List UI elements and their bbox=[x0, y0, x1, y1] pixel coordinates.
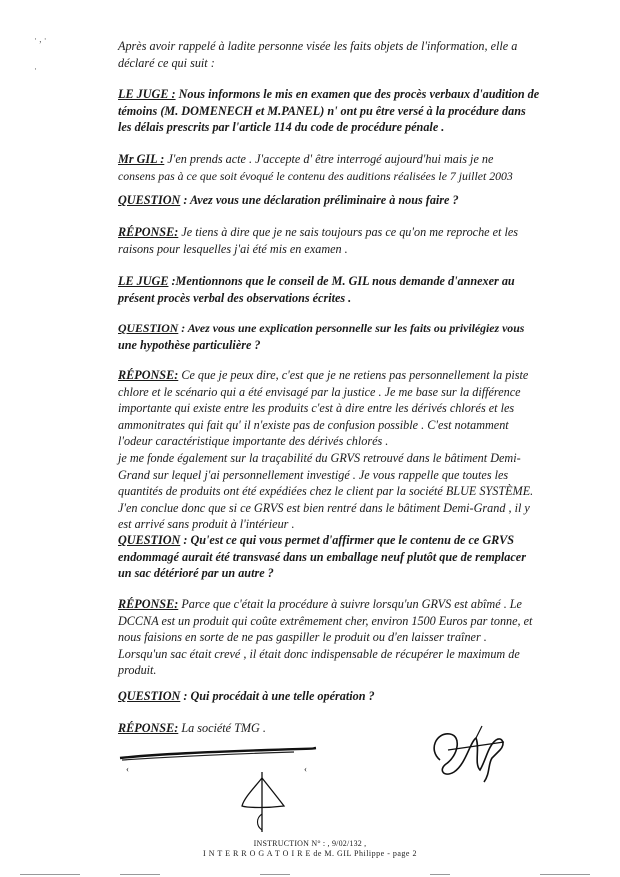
footer-instruction: INSTRUCTION N° : , 9/02/132 , bbox=[253, 839, 367, 848]
answer-2 bbox=[118, 367, 588, 533]
answer-text: importante qui existe entre les produits c'est à dire entre les dérivés chlorés et les bbox=[118, 401, 515, 416]
answer-3 bbox=[118, 596, 588, 679]
speaker-label: QUESTION bbox=[118, 193, 181, 207]
question-2 bbox=[118, 320, 588, 353]
answer-text: La société TMG . bbox=[178, 721, 266, 735]
answer-1 bbox=[118, 224, 588, 257]
question-text: : Qui procédait à une telle opération ? bbox=[180, 689, 375, 703]
statement-text: présent procès verbal des observations écrites . bbox=[118, 290, 352, 305]
answer-text: DCCNA est un produit qui coûte extrêmement cher, environ 1500 Euros par tonne, et bbox=[118, 613, 533, 628]
speaker-label: RÉPONSE: bbox=[118, 225, 179, 239]
statement-text: Nous informons le mis en examen que des procès verbaux d'audition de bbox=[175, 87, 540, 101]
question-4 bbox=[118, 688, 588, 705]
answer-text: nous faisions en sorte de ne pas gaspiller le produit ou d'en laisser traîner . bbox=[118, 630, 487, 645]
answer-text: Parce que c'était la procédure à suivre lorsqu'un GRVS est abîmé . Le bbox=[178, 597, 522, 611]
answer-text: Ce que je peux dire, c'est que je ne retiens pas personnellement la piste bbox=[178, 368, 529, 382]
question-1 bbox=[118, 192, 588, 209]
question-text: : Avez vous une explication personnelle sur les faits ou privilégiez vous bbox=[178, 321, 525, 335]
question-text: un sac détérioré par un autre ? bbox=[118, 566, 274, 581]
speaker-label: LE JUGE bbox=[118, 274, 169, 288]
speaker-label: Mr GIL : bbox=[118, 152, 165, 166]
statement-text: :Mentionnons que le conseil de M. GIL nous demande d'annexer au bbox=[168, 274, 515, 288]
intro-line: Après avoir rappelé à ladite personne visée les faits objets de l'information, elle a bbox=[118, 39, 518, 53]
intro-paragraph bbox=[118, 38, 588, 71]
speaker-label: QUESTION bbox=[118, 321, 179, 335]
answer-text: chlore et le scénario qui a été envisagé par la justice . Je me base sur la différence bbox=[118, 384, 521, 399]
statement-text: les délais prescrits par l'article 114 du code de procédure pénale . bbox=[118, 120, 445, 135]
intro-line: déclaré ce qui suit : bbox=[118, 55, 215, 70]
judge-statement-1 bbox=[118, 86, 588, 136]
question-text: une hypothèse particulière ? bbox=[118, 337, 261, 352]
answer-text: Grand sur lequel j'ai personnellement investigé . Je vous rappelle que toutes les bbox=[118, 467, 509, 482]
scan-artifact bbox=[120, 874, 160, 875]
speaker-label: RÉPONSE: bbox=[118, 368, 179, 382]
question-text: : Avez vous une déclaration préliminaire à nous faire ? bbox=[180, 193, 459, 207]
scan-artifact bbox=[20, 874, 80, 875]
signature-accused bbox=[228, 768, 298, 838]
scan-artifact bbox=[540, 874, 590, 875]
speaker-label: RÉPONSE: bbox=[118, 721, 179, 735]
answer-text: produit. bbox=[118, 663, 157, 678]
answer-text: est arrivé sans produit à l'intérieur . bbox=[118, 517, 295, 532]
footer-interrogatoire: I N T E R R O G A T O I R E de M. GIL Philippe - page 2 bbox=[203, 849, 417, 858]
speaker-label: LE JUGE : bbox=[118, 87, 176, 101]
speaker-label: QUESTION bbox=[118, 689, 181, 703]
scan-mark: ‹ bbox=[304, 764, 307, 774]
judge-statement-2 bbox=[118, 273, 588, 306]
answer-text: raisons pour lesquelles j'ai été mis en examen . bbox=[118, 241, 348, 256]
answer-text: Je tiens à dire que je ne sais toujours pas ce qu'on me reproche et les bbox=[178, 225, 519, 239]
answer-text: J'en conclue donc que si ce GRVS est bien rentré dans le bâtiment Demi-Grand , il y bbox=[118, 500, 530, 515]
closing-strike-line bbox=[118, 746, 318, 768]
gil-statement-1 bbox=[118, 151, 588, 184]
answer-text: quantités de produits ont été expédiées chez le client par la société BLUE SYSTÈME. bbox=[118, 484, 534, 499]
speaker-label: QUESTION bbox=[118, 533, 181, 547]
answer-text: l'odeur caractéristique importante des dérivés chlorés . bbox=[118, 434, 389, 449]
answer-text: ammonitrates qui fait qu' il n'existe pas de confusion possible . C'est notamment bbox=[118, 417, 509, 432]
statement-text: J'en prends acte . J'accepte d' être interrogé aujourd'hui mais je ne bbox=[164, 152, 494, 166]
scan-artifact bbox=[430, 874, 450, 875]
speaker-label: RÉPONSE: bbox=[118, 597, 179, 611]
signature-judge bbox=[418, 720, 518, 790]
scan-artifact bbox=[260, 874, 290, 875]
answer-text: je me fonde également sur la traçabilité du GRVS retrouvé dans le bâtiment Demi- bbox=[118, 450, 521, 465]
scan-marks: · , · · bbox=[34, 34, 47, 74]
scan-mark: ‹ bbox=[126, 764, 129, 774]
statement-text: consens pas à ce que soit évoqué le contenu des auditions réalisées le 7 juillet 2003 bbox=[118, 168, 513, 183]
statement-text: témoins (M. DOMENECH et M.PANEL) n' ont pu être versé à la procédure dans bbox=[118, 103, 526, 118]
question-text: : Qu'est ce qui vous permet d'affirmer que le contenu de ce GRVS bbox=[180, 533, 514, 547]
answer-text: Lorsqu'un sac était crevé , il était donc indispensable de récupérer le maximum de bbox=[118, 646, 520, 661]
question-text: endommagé aurait été transvasé dans un emballage neuf plutôt que de remplacer bbox=[118, 549, 526, 564]
question-3 bbox=[118, 532, 588, 582]
